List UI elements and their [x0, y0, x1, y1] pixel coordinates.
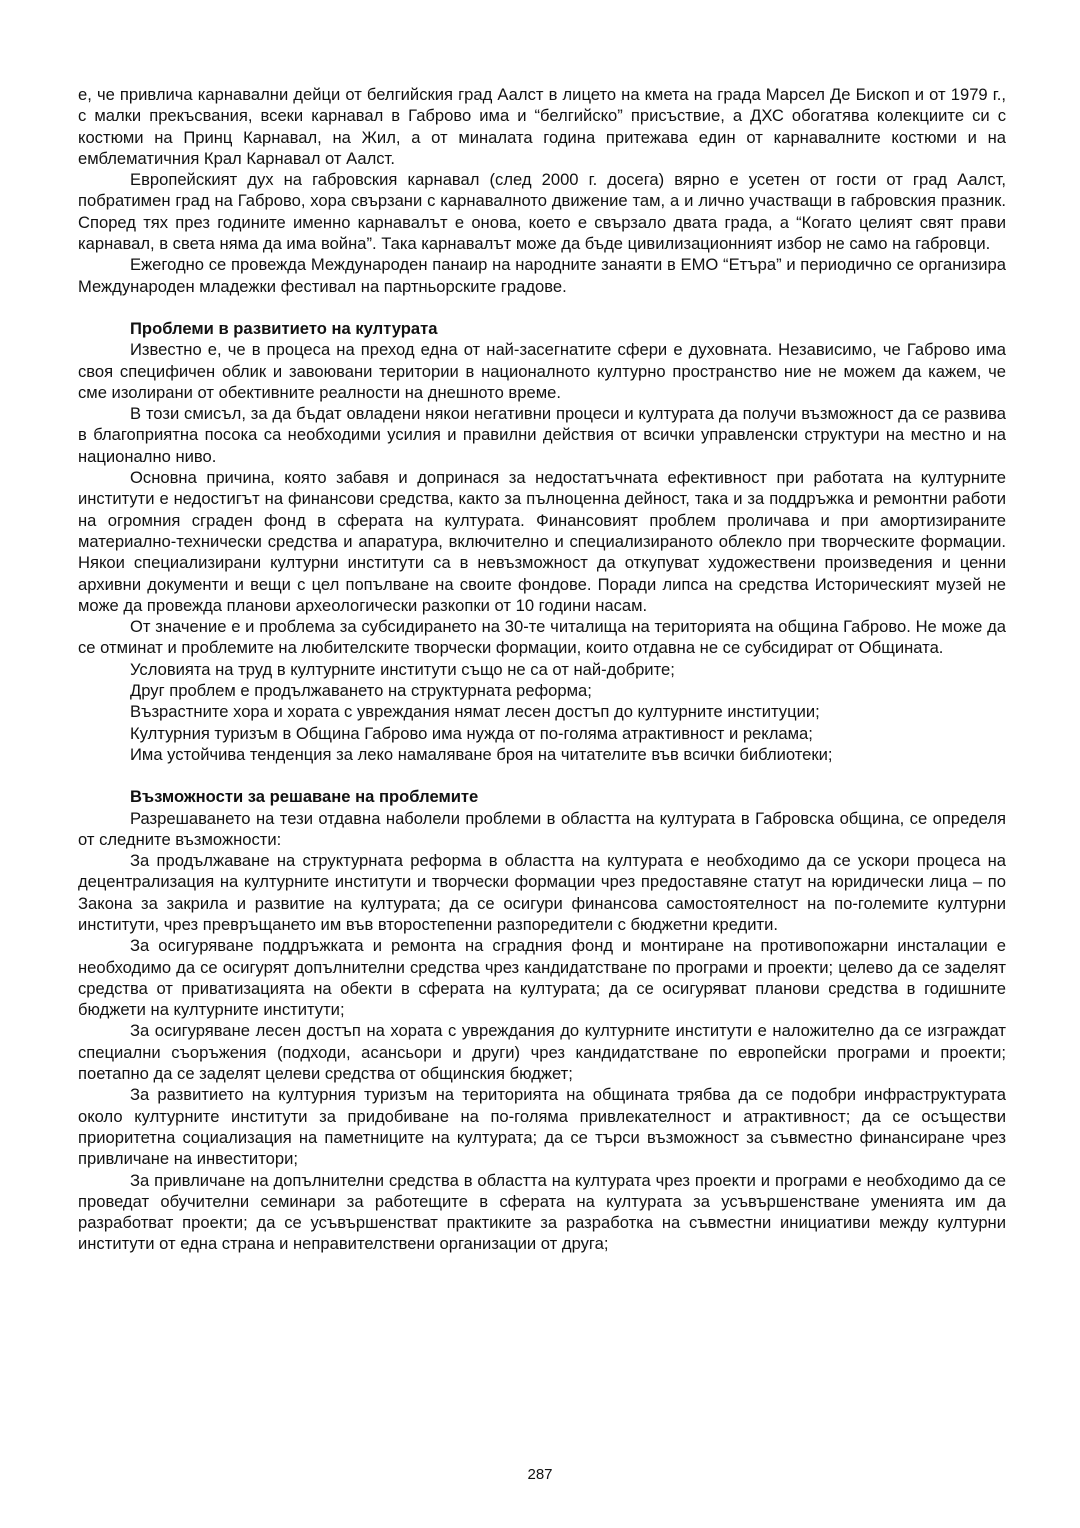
problem-item: Условията на труд в културните институти също не са от най-добрите;: [130, 659, 675, 679]
section-heading-solutions: Възможности за решаване на проблемите: [130, 787, 479, 807]
page-number: 287: [527, 1466, 553, 1483]
spacer: [78, 297, 1006, 318]
problem-item: Друг проблем е продължаването на структурната реформа;: [130, 681, 592, 701]
paragraph: За продължаване на структурната реформа в областта на културата е необходимо да се ускори процеса на децентрализация на културните институти и творчески формации чрез предоставяне статут на юридически лица – по Закона за закрила и развитие на културата; да се осигури финансова самостоятелност на по-големите културни институти, чрез превръщането им във второстепенни разпоредители с бюджетни кредити.: [78, 851, 1006, 934]
paragraph: За осигуряване лесен достъп на хората с увреждания до културните институти е наложително да се изграждат специални съоръжения (подходи, асансьори и други) чрез кандидатстване по европейски програми и проекти; поетапно да се заделят целеви средства от общинския бюджет;: [78, 1021, 1006, 1084]
paragraph: Европейският дух на габровския карнавал (след 2000 г. досега) вярно е усетен от гости от град Аалст, побратимен град на Габрово, хора свързани с карнавалното движение там, а и лично участващи в габровския празник. Според тях през годините именно карнавалът е онова, което е свързало двата града, а “Когато целият свят прави карнавал, в света няма да има война”. Така карнавалът може да бъде цивилизационният избор не само на габровци.: [78, 170, 1006, 254]
paragraph: Основна причина, която забавя и допринася за недостатъчната ефективност при работата на културните институти е недостигът на финансови средства, както за пълноценна дейност, така и за поддръжка и ремонтни работи на огромния сграден фонд в сферата на културата. Финансовият проблем проличава и при амортизираните материално-технически средства и апаратура, включително и специализираното облекло при творческите формации. Някои специализирани културни институти са в невъзможност да откупуват художествени произведения и ценни архивни документи и вещи с цел попълване на своите фондове. Поради липса на средства Историческият музей не може да провежда планови археологически разкопки от 10 години насам.: [78, 468, 1006, 615]
spacer: [78, 765, 1006, 786]
paragraph: Ежегодно се провежда Международен панаир на народните занаяти в ЕМО “Етъра” и периодично се организира Международен младежки фестивал на партньорските градове.: [78, 255, 1006, 296]
paragraph: От значение е и проблема за субсидирането на 30-те читалища на територията на община Габрово. Не може да се отминат и проблемите на любителските творчески формации, които отдавна не се субсидират от Общината.: [78, 617, 1006, 658]
problem-item: Има устойчива тенденция за леко намаляване броя на читателите във всички библиотеки;: [130, 744, 833, 764]
section-heading-problems: Проблеми в развитието на културата: [130, 318, 438, 338]
problem-item: Възрастните хора и хората с увреждания нямат лесен достъп до културните институции;: [130, 702, 820, 722]
problem-item: Културния туризъм в Община Габрово има нужда от по-голяма атрактивност и реклама;: [130, 723, 813, 743]
continuation-paragraph: е, че привлича карнавални дейци от белгийския град Аалст в лицето на кмета на града Марсел Де Бископ и от 1979 г., с малки прекъсвания, всеки карнавал в Габрово има и “белгийско” присъствие, а ДХС обогатява колекциите си с костюми на Принц Карнавал, на Жил, а от миналата година притежава един от карнавалните костюми и на емблематичния Крал Карнавал от Аалст.: [78, 85, 1006, 168]
page-body: [78, 84, 1006, 1255]
paragraph: За осигуряване поддръжката и ремонта на сградния фонд и монтиране на противопожарни инсталации е необходимо да се осигурят допълнителни средства чрез кандидатстване по програми и проекти; целево да се заделят средства от приватизацията на обекти в сферата на културата; да се осигуряват планови средства в годишните бюджети на културните институти;: [78, 936, 1006, 1020]
paragraph: За привличане на допълнителни средства в областта на културата чрез проекти и програми е необходимо да се проведат обучителни семинари за работещите в сферата на културата за усъвършенстване уменията им да разработват проекти; да се усъвършенстват практиките за разработка на съвместни инициативи между културни институти от една страна и неправителствени организации от друга;: [78, 1170, 1006, 1254]
paragraph: За развитието на културния туризъм на територията на общината трябва да се подобри инфраструктурата около културните институти за придобиване на по-голяма привлекателност и атрактивност; да се осъществи приоритетна социализация на паметниците на културата; да се търси възможност за съвместно финансиране чрез привличане на инвеститори;: [78, 1085, 1006, 1169]
paragraph: Разрешаването на тези отдавна наболели проблеми в областта на културата в Габровска община, се определя от следните възможности:: [78, 808, 1006, 849]
paragraph: В този смисъл, за да бъдат овладени някои негативни процеси и културата да получи възможност да се развива в благоприятна посока са необходими усилия и правилни действия от всички управленски структури на местно и на национално ниво.: [78, 404, 1006, 466]
paragraph: Известно е, че в процеса на преход една от най-засегнатите сфери е духовната. Независимо, че Габрово има своя специфичен облик и завоювани територии в националното културно пространство ние не можем да кажем, че сме изолирани от обективните реалности на днешното време.: [78, 340, 1006, 402]
